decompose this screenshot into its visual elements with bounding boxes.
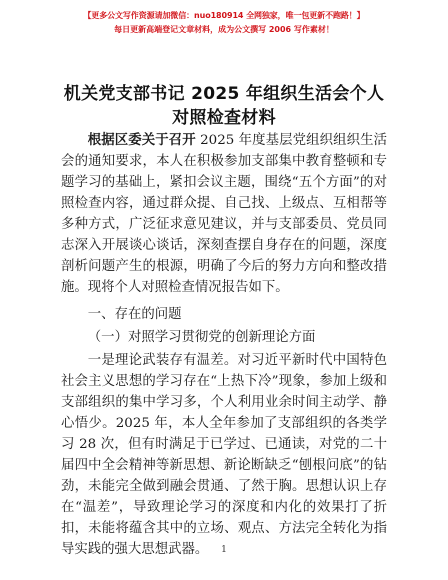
document-body xyxy=(61,130,387,560)
intro-paragraph xyxy=(61,130,387,298)
promo-banner xyxy=(0,10,448,36)
promo-banner-line-1: 【更多公文写作资源请加微信：nuo180914 全网独家，唯一包更新不跑路！】 xyxy=(83,11,365,20)
page-number: 1 xyxy=(221,545,227,555)
document-title: 机关党支部书记 2025 年组织生活会个人对照检查材料 xyxy=(63,84,385,128)
intro-rest-text: 2025 年度基层党组织组织生活会的通知要求，本人在积极参加支部集中教育整顿和专题学习的基础上，紧扣会议主题，围绕“五个方面”的对照检查内容，通过群众提、自己找、上级点、互相帮等多种方式，广泛征求意见建议，并与支部委员、党员同志深入开展谈心谈话，深刻查摆自身存在的问题，深度剖析问题产生的根源，明确了今后的努力方向和整改措施。现将个人对照检查情况报告如下。 xyxy=(61,133,387,295)
subsection-heading: （一）对照学习贯彻党的创新理论方面 xyxy=(87,330,316,345)
intro-lead-text: 根据区委关于召开 xyxy=(87,132,196,148)
point-paragraph: 一是理论武装存有温差。对习近平新时代中国特色社会主义思想的学习存在“上热下冷”现象，参加上级和支部组织的集中学习多，个人利用业余时间主动学、静心悟少。2025 年，本人全年参加了支部组织的各类学习 28 次，但有时满足于已学过、已通读，对党的二十届四中全会精神等新思想、新论断缺乏“刨根问底”的钻劲，未能完全做到融会贯通、了然于胸。思想认识上存在“温差”，导致理论学习的深度和内化的效果打了折扣，未能将蕴含其中的立场、观点、方法完全转化为指导实践的强大思想武器。 xyxy=(61,353,387,557)
section-heading: 一、存在的问题 xyxy=(87,307,182,322)
promo-banner-line-2: 每日更新高端登记文章材料，成为公文撰写 2006 写作素材！ xyxy=(114,25,334,34)
